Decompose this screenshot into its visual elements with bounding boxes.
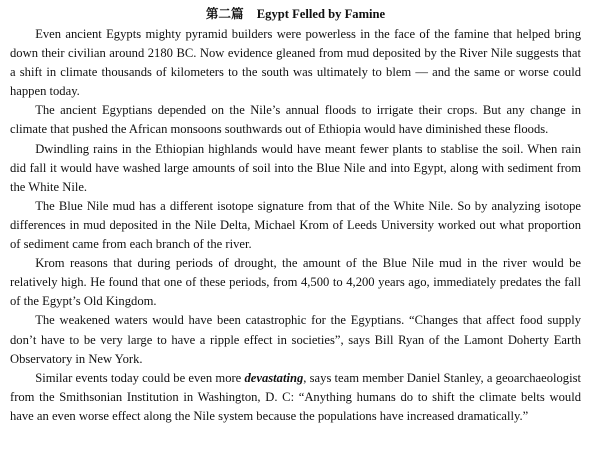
paragraph-4: The Blue Nile mud has a different isotope signature from that of the White Nile. So by analyzing isotope differences in mud deposited in the Nile Delta, Michael Krom of Leeds University worked out what proportion of sediment came from each branch of the river. bbox=[10, 198, 581, 252]
paragraph-7-emphasis: devastating bbox=[244, 370, 304, 385]
paragraph-5: Krom reasons that during periods of drought, the amount of the Blue Nile mud in the river would be relatively high. He found that one of these periods, from 4,500 to 4,200 years ago, immediately predates the fall of the Egypt’s Old Kingdom. bbox=[10, 256, 581, 309]
title-section-number: 第二篇 bbox=[205, 6, 244, 21]
paragraph-7 bbox=[10, 369, 581, 426]
paragraph-1: Even ancient Egypts mighty pyramid builders were powerless in the face of the famine that helped bring down their civilian around 2180 BC. Now evidence gleaned from mud deposited by the River Nile suggests that a shift in climate thousands of kilometers to the south was ultimately to blem — and the same or worse could happen today. bbox=[10, 27, 581, 99]
paragraph-7-after: , says team member Daniel Stanley, a geoarchaeologist from the Smithsonian Institution in Washington, D. C: “Anything humans do to shift the climate belts would have an even worse effect along the Nile system because the populations have increased dramatically.” bbox=[10, 370, 581, 423]
title-text: Egypt Felled by Famine bbox=[256, 7, 386, 21]
document-title bbox=[10, 6, 581, 22]
paragraph-2: The ancient Egyptians depended on the Nile’s annual floods to irrigate their crops. But any change in climate that pushed the African monsoons southwards out of Ethiopia would have diminished these floods. bbox=[10, 103, 581, 137]
paragraph-6: The weakened waters would have been catastrophic for the Egyptians. “Changes that affect food supply don’t have to be very large to have a ripple effect in societies”, says Bill Ryan of the Lamont Doherty Earth Observatory in New York. bbox=[10, 313, 581, 366]
paragraph-7-before: Similar events today could be even more bbox=[35, 370, 245, 385]
paragraph-3: Dwindling rains in the Ethiopian highlands would have meant fewer plants to stablise the soil. When rain did fall it would have washed large amounts of soil into the Blue Nile and into Egypt, along with sediment from the White Nile. bbox=[10, 141, 581, 194]
